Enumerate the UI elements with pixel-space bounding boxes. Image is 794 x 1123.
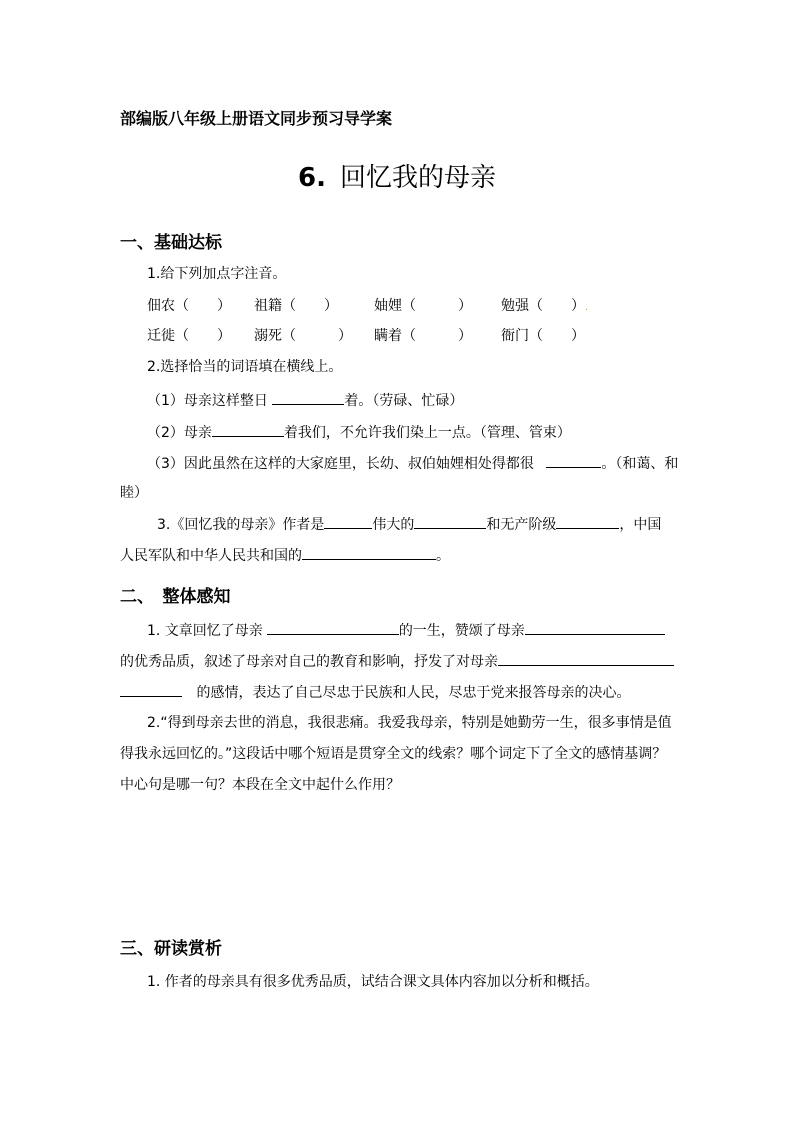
fill-blank[interactable]: [302, 544, 436, 560]
s2-q1-text: 的一生，赞颂了母亲: [398, 623, 525, 639]
s2-q1-line2: [120, 650, 674, 672]
lesson-number: 6.: [298, 163, 326, 193]
s2-q1-line1: [147, 619, 665, 641]
q2-item3-wrap: 睦）: [120, 485, 148, 501]
pinyin-item: 勉强（ ）: [501, 298, 585, 314]
section3-heading: 三、研读赏析: [120, 939, 222, 959]
pinyin-item: 佃农（ ）: [147, 298, 231, 314]
q2-item2-text: （2）母亲: [147, 425, 212, 441]
pinyin-item: 祖籍（ ）: [254, 298, 338, 314]
pinyin-item: 瞒着（ ）: [374, 328, 472, 344]
q2-item3-text: （3）因此虽然在这样的大家庭里，长幼、叔伯妯娌相处得都很: [147, 456, 534, 472]
q2-item1-tail: 着。（劳碌、忙碌）: [344, 393, 464, 409]
document-header: 部编版八年级上册语文同步预习导学案: [120, 109, 393, 128]
q2-item2-tail: 着我们，不允许我们染上一点。（管理、管束）: [283, 425, 571, 441]
s2-q1-text: 1. 文章回忆了母亲: [147, 623, 263, 639]
s2-q1-text: 的优秀品质，叙述了母亲对自己的教育和影响，抒发了对母亲: [120, 654, 498, 670]
section1-heading: 一、基础达标: [120, 233, 222, 253]
fill-blank[interactable]: [546, 452, 601, 468]
q1-row2: [147, 326, 585, 346]
q3-line1: [157, 513, 661, 535]
fill-blank[interactable]: [272, 389, 344, 405]
q1-row1: [147, 296, 588, 318]
q3-line2: [120, 544, 450, 566]
pinyin-item: 迁徙（ ）: [147, 328, 231, 344]
q3-text: ，中国: [619, 517, 662, 533]
fill-blank[interactable]: [498, 650, 674, 666]
q3-text: 伟大的: [372, 517, 415, 533]
fill-blank[interactable]: [324, 513, 372, 529]
pinyin-item: 衙门（ ）: [501, 328, 585, 344]
pinyin-item: 溺死（ ）: [254, 328, 352, 344]
lesson-title: [0, 158, 794, 198]
q2-item1-text: （1）母亲这样整日: [147, 393, 268, 409]
fill-blank[interactable]: [556, 513, 619, 529]
fill-blank[interactable]: [414, 513, 486, 529]
s2-q2-line2: 得我永远回忆的。”这段话中哪个短语是贯穿全文的线索？哪个词定下了全文的感情基调？: [120, 746, 667, 762]
pinyin-item: 妯娌（ ）: [374, 298, 472, 314]
fill-blank[interactable]: [267, 619, 399, 635]
decorative-dot: .: [585, 302, 589, 313]
lesson-title-text: 回忆我的母亲: [339, 163, 496, 193]
q2-item2: [147, 421, 571, 443]
q2-item3: [147, 452, 678, 474]
q3-text: 和无产阶级: [486, 517, 557, 533]
fill-blank[interactable]: [212, 421, 284, 437]
q3-text: 人民军队和中华人民共和国的: [120, 548, 302, 564]
q3-text: 。: [436, 548, 450, 564]
fill-blank[interactable]: [120, 681, 182, 697]
s2-q1-text: 的感情，表达了自己尽忠于民族和人民，尽忠于党来报答母亲的决心。: [196, 685, 631, 701]
q2-prompt: 2.选择恰当的词语填在横线上。: [147, 359, 343, 375]
q2-item3-tail: 。（和蔼、和: [601, 456, 679, 472]
section2-heading: 二、 整体感知: [120, 587, 231, 607]
fill-blank[interactable]: [525, 619, 665, 635]
q3-text: 3.《回忆我的母亲》作者是: [157, 517, 325, 533]
q1-prompt: 1.给下列加点字注音。: [147, 266, 287, 282]
s3-q1: 1. 作者的母亲具有很多优秀品质，试结合课文具体内容加以分析和概括。: [147, 974, 599, 990]
s2-q1-line3: [120, 681, 630, 703]
q2-item1: [147, 389, 463, 411]
s2-q2-line1: 2.“得到母亲去世的消息，我很悲痛。我爱我母亲，特别是她勤劳一生，很多事情是值: [147, 715, 672, 731]
s2-q2-line3: 中心句是哪一句？本段在全文中起什么作用？: [120, 777, 400, 793]
